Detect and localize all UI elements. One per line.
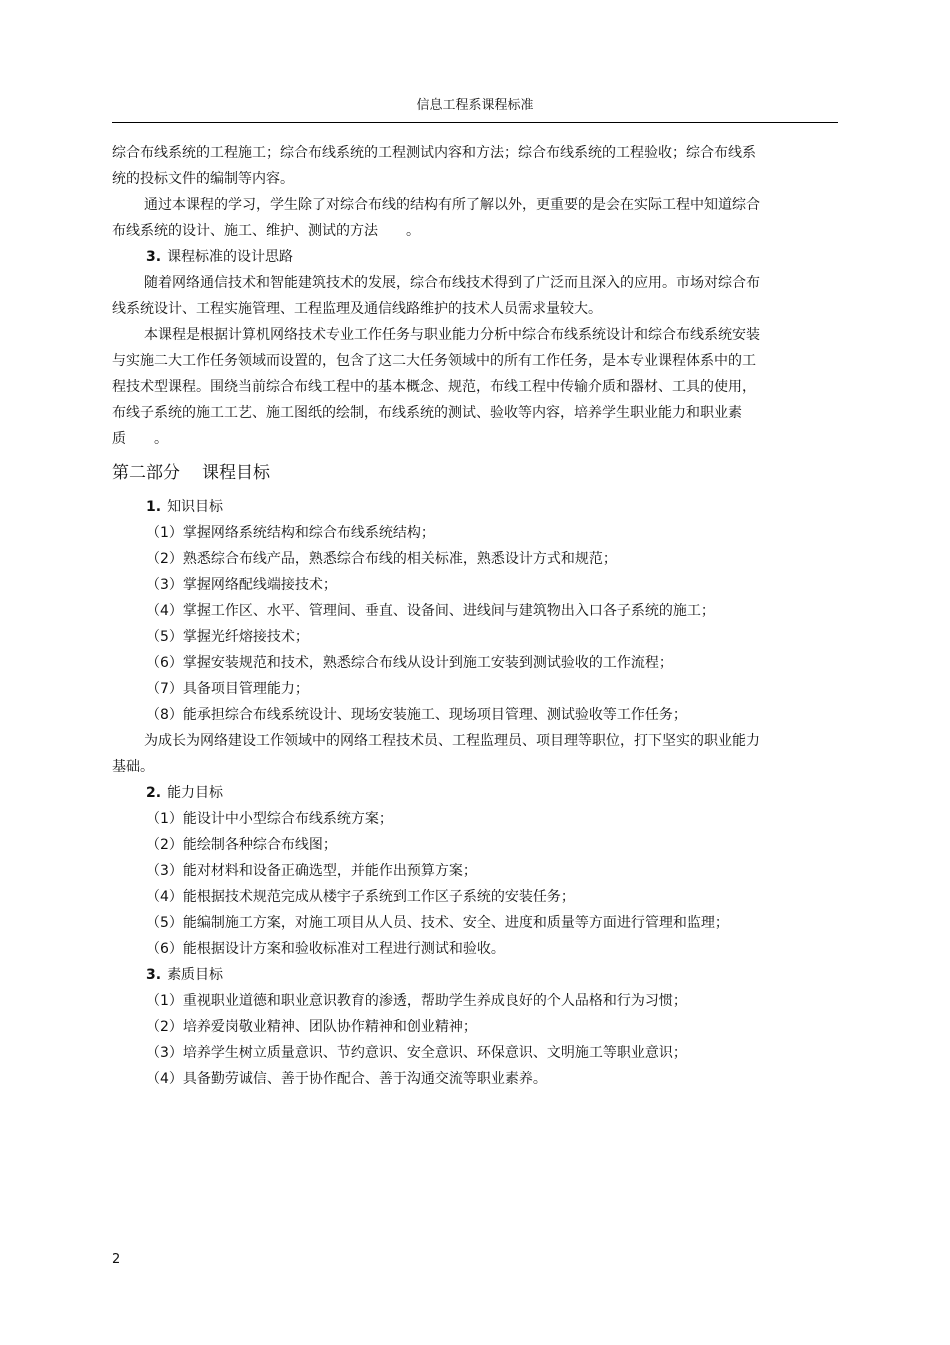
list-item: （3）培养学生树立质量意识、节约意识、安全意识、环保意识、文明施工等职业意识；: [146, 1045, 687, 1061]
list-item: （1）重视职业道德和职业意识教育的渗透，帮助学生养成良好的个人品格和行为习惯；: [146, 993, 687, 1009]
quality-heading: [112, 962, 760, 988]
list-item: （7）具备项目管理能力；: [146, 681, 309, 697]
list-item: （5）掌握光纤熔接技术；: [146, 629, 309, 645]
list-item: （3）能对材料和设备正确选型，并能作出预算方案；: [146, 863, 477, 879]
page-number: 2: [112, 1252, 121, 1267]
section-3-title: 课程标准的设计思路: [167, 249, 294, 265]
part-2-label: 第二部分: [112, 463, 180, 483]
ability-title: 能力目标: [167, 785, 224, 801]
knowledge-heading: [112, 494, 760, 520]
ability-number: 2.: [146, 785, 162, 801]
knowledge-number: 1.: [146, 499, 162, 515]
section-3-paragraph-1: 随着网络通信技术和智能建筑技术的发展，综合布线技术得到了广泛而且深入的应用。市场对综合布线系统设计、工程实施管理、工程监理及通信线路维护的技术人员需求量较大。: [112, 275, 760, 317]
intro-paragraph-1: 综合布线系统的工程施工；综合布线系统的工程测试内容和方法；综合布线系统的工程验收；综合布线系统的投标文件的编制等内容。: [112, 145, 756, 187]
list-item: （4）掌握工作区、水平、管理间、垂直、设备间、进线间与建筑物出入口各子系统的施工；: [146, 603, 715, 619]
quality-title: 素质目标: [167, 967, 224, 983]
ability-heading: [112, 780, 760, 806]
quality-number: 3.: [146, 967, 162, 983]
knowledge-title: 知识目标: [167, 499, 224, 515]
list-item: （6）掌握安装规范和技术，熟悉综合布线从设计到施工安装到测试验收的工作流程；: [146, 655, 673, 671]
list-item: （2）能绘制各种综合布线图；: [146, 837, 337, 853]
list-item: （6）能根据设计方案和验收标准对工程进行测试和验收。: [146, 941, 505, 957]
section-3-paragraph-2: 本课程是根据计算机网络技术专业工作任务与职业能力分析中综合布线系统设计和综合布线系统安装与实施二大工作任务领域而设置的，包含了这二大任务领域中的所有工作任务，是本专业课程体系中的工程技术型课程。围绕当前综合布线工程中的基本概念、规范，布线工程中传输介质和器材、工具的使用，布线子系统的施工工艺、施工图纸的绘制，布线系统的测试、验收等内容，培养学生职业能力和职业素质 。: [112, 327, 760, 447]
part-2-title: 课程目标: [202, 463, 270, 483]
list-item: （2）熟悉综合布线产品，熟悉综合布线的相关标准，熟悉设计方式和规范；: [146, 551, 617, 567]
list-item: （1）掌握网络系统结构和综合布线系统结构；: [146, 525, 435, 541]
list-item: （4）能根据技术规范完成从楼宇子系统到工作区子系统的安装任务；: [146, 889, 575, 905]
header-divider: [112, 122, 838, 123]
list-item: （8）能承担综合布线系统设计、现场安装施工、现场项目管理、测试验收等工作任务；: [146, 707, 687, 723]
list-item: （3）掌握网络配线端接技术；: [146, 577, 337, 593]
list-item: （4）具备勤劳诚信、善于协作配合、善于沟通交流等职业素养。: [146, 1071, 547, 1087]
part-2-heading: [112, 458, 760, 488]
section-3-heading: [112, 244, 760, 270]
intro-paragraph-2: 通过本课程的学习，学生除了对综合布线的结构有所了解以外，更重要的是会在实际工程中知道综合布线系统的设计、施工、维护、测试的方法 。: [112, 197, 760, 239]
document-body: [112, 140, 760, 1092]
section-3-number: 3.: [146, 249, 162, 265]
list-item: （2）培养爱岗敬业精神、团队协作精神和创业精神；: [146, 1019, 477, 1035]
list-item: （5）能编制施工方案，对施工项目从人员、技术、安全、进度和质量等方面进行管理和监理；: [146, 915, 729, 931]
knowledge-summary: 为成长为网络建设工作领域中的网络工程技术员、工程监理员、项目理等职位，打下坚实的职业能力基础。: [112, 733, 760, 775]
list-item: （1）能设计中小型综合布线系统方案；: [146, 811, 393, 827]
page-header-title: 信息工程系课程标准: [416, 98, 534, 113]
